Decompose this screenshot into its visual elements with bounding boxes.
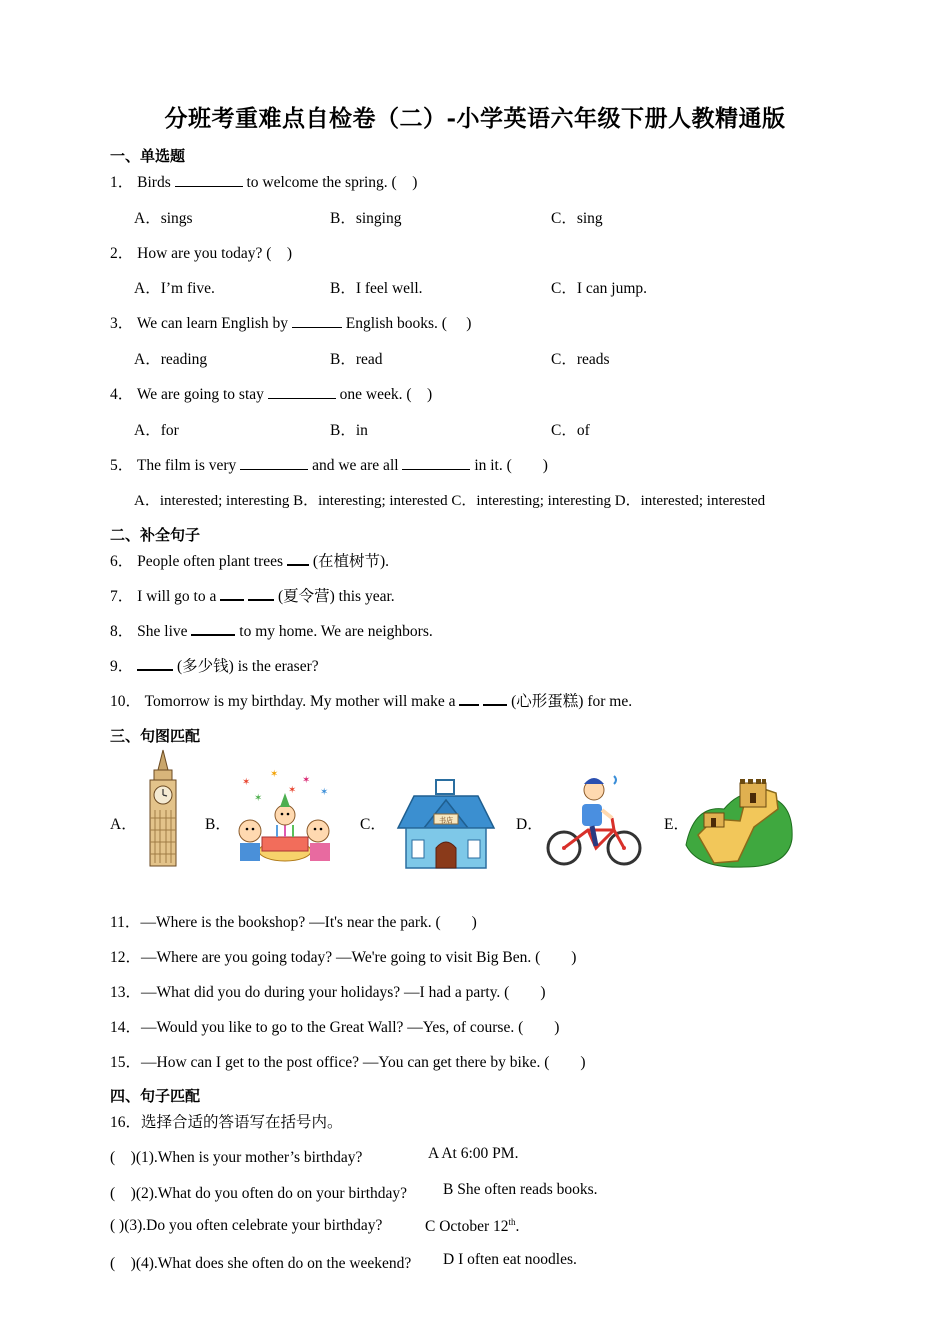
option-c[interactable]: C．sing <box>551 210 603 227</box>
question-text: She live <box>137 623 188 640</box>
answer-blank[interactable] <box>402 455 470 470</box>
answer-blank[interactable] <box>483 690 507 706</box>
question-text: We are going to stay <box>136 386 264 403</box>
question-text: (多少钱) is the eraser? <box>177 658 319 675</box>
question-14 <box>110 1015 559 1037</box>
match-answer-d: D I often eat noodles. <box>443 1251 577 1268</box>
big-ben-picture <box>140 748 186 868</box>
question-text: How are you today? ( ) <box>137 245 293 262</box>
question-4 <box>110 382 432 404</box>
option-b[interactable]: B．I feel well. <box>330 280 423 297</box>
section-heading-single-choice: 一、单选题 <box>110 147 186 165</box>
question-8 <box>110 619 433 641</box>
question-12 <box>110 945 576 967</box>
question-number: 16． <box>110 1114 142 1131</box>
question-number: 11． <box>110 914 141 931</box>
option-a[interactable]: A．reading <box>134 351 208 368</box>
question-7 <box>110 584 395 606</box>
match-question: ( )(1).When is your mother’s birthday? <box>110 1149 363 1166</box>
section-heading-sentence-matching: 四、句子匹配 <box>110 1087 201 1105</box>
question-number: 1． <box>110 174 134 191</box>
match-answer-c <box>425 1217 519 1236</box>
answer-blank[interactable] <box>268 384 336 399</box>
question-11 <box>110 910 477 932</box>
question-text: We can learn English by <box>136 315 288 332</box>
section-heading-complete-sentences: 二、补全句子 <box>110 526 201 544</box>
answer-blank[interactable] <box>220 585 244 601</box>
option-c[interactable]: C．of <box>551 422 590 439</box>
option-a[interactable]: A．I’m five. <box>134 280 215 297</box>
picture-label-b: B． <box>205 816 231 833</box>
picture-label-d: D． <box>516 816 543 833</box>
question-text: (夏令营) this year. <box>277 588 395 605</box>
answer-blank[interactable] <box>292 313 342 328</box>
svg-text:✶: ✶ <box>288 785 297 796</box>
match-answer-tail: . <box>515 1218 520 1236</box>
answer-blank[interactable] <box>287 550 309 566</box>
question-6 <box>110 549 389 571</box>
question-instruction: 选择合适的答语写在括号内。 <box>141 1114 343 1131</box>
question-text: People often plant trees <box>137 553 284 570</box>
question-number: 5． <box>110 457 134 474</box>
question-number: 14． <box>110 1019 142 1036</box>
question-number: 9． <box>110 658 134 675</box>
option-a[interactable]: A．for <box>134 422 179 439</box>
question-number: 2． <box>110 245 134 262</box>
question-9 <box>110 654 319 676</box>
match-item-4 <box>110 1251 411 1273</box>
ordinal-suffix: th <box>508 1217 516 1227</box>
question-number: 12． <box>110 949 142 966</box>
page-title: 分班考重难点自检卷（二）-小学英语六年级下册人教精通版 <box>164 105 786 132</box>
question-text: to welcome the spring. ( ) <box>246 174 418 191</box>
match-item-2 <box>110 1181 407 1203</box>
question-number: 3． <box>110 315 134 332</box>
question-text: and we are all <box>312 457 399 474</box>
question-text: English books. ( ) <box>345 315 472 332</box>
shop-sign-text: 书店 <box>439 816 453 825</box>
picture-label-a: A． <box>110 816 137 833</box>
picture-label-c: C． <box>360 816 386 833</box>
question-1 <box>110 170 417 192</box>
answer-blank[interactable] <box>248 585 274 601</box>
question-number: 15． <box>110 1054 142 1071</box>
question-text: (心形蛋糕) for me. <box>511 693 633 710</box>
question-number: 10． <box>110 693 142 710</box>
match-item-1 <box>110 1145 362 1167</box>
question-text: —What did you do during your holidays? —I had a party. ( ) <box>141 984 546 1001</box>
match-question: ( )(3).Do you often celebrate your birthday? <box>110 1217 383 1234</box>
answer-blank[interactable] <box>191 620 235 636</box>
match-answer-b: B She often reads books. <box>443 1181 598 1198</box>
option-c[interactable]: C．reads <box>551 351 610 368</box>
question-text: I will go to a <box>137 588 217 605</box>
option-b[interactable]: B．singing <box>330 210 402 227</box>
question-2 <box>110 241 292 263</box>
birthday-party-picture <box>232 765 338 869</box>
answer-blank[interactable] <box>459 690 479 706</box>
question-text: in it. ( ) <box>474 457 548 474</box>
answer-blank[interactable] <box>137 655 173 671</box>
question-text: —How can I get to the post office? —You can get there by bike. ( ) <box>141 1054 586 1071</box>
svg-text:✶: ✶ <box>254 793 263 804</box>
question-16 <box>110 1110 343 1132</box>
bookshop-picture <box>394 778 498 870</box>
question-number: 7． <box>110 588 134 605</box>
picture-label-e: E． <box>664 816 689 833</box>
svg-text:✶: ✶ <box>242 777 251 788</box>
option-a[interactable]: A．sings <box>134 210 193 227</box>
boy-riding-bike-picture <box>544 770 644 870</box>
question-15 <box>110 1050 586 1072</box>
question-text: to my home. We are neighbors. <box>239 623 433 640</box>
option-c[interactable]: C．I can jump. <box>551 280 647 297</box>
answer-blank[interactable] <box>175 172 243 187</box>
question-10 <box>110 689 632 711</box>
question-text: —Would you like to go to the Great Wall? —Yes, of course. ( ) <box>141 1019 560 1036</box>
answer-blank[interactable] <box>240 455 308 470</box>
options-line[interactable]: A．interested; interesting B．interesting; interested C．interesting; interesting D．interested; interested <box>134 493 766 509</box>
svg-text:✶: ✶ <box>302 775 311 786</box>
question-text: Tomorrow is my birthday. My mother will make a <box>144 693 456 710</box>
question-text: Birds <box>137 174 171 191</box>
option-b[interactable]: B．in <box>330 422 368 439</box>
great-wall-picture <box>684 775 796 871</box>
question-number: 6． <box>110 553 134 570</box>
match-question: ( )(4).What does she often do on the weekend? <box>110 1255 412 1272</box>
question-5 <box>110 453 548 475</box>
option-b[interactable]: B．read <box>330 351 383 368</box>
svg-text:✶: ✶ <box>270 769 279 780</box>
question-text: (在植树节). <box>312 553 390 570</box>
match-question: ( )(2).What do you often do on your birthday? <box>110 1185 408 1202</box>
question-13 <box>110 980 546 1002</box>
question-text: The film is very <box>136 457 237 474</box>
question-number: 4． <box>110 386 134 403</box>
question-number: 13． <box>110 984 142 1001</box>
question-text: —Where are you going today? —We're going to visit Big Ben. ( ) <box>141 949 577 966</box>
question-text: —Where is the bookshop? —It's near the park. ( ) <box>140 914 477 931</box>
match-answer-text: C October 12 <box>425 1218 509 1236</box>
section-heading-picture-matching: 三、句图匹配 <box>110 727 201 745</box>
question-text: one week. ( ) <box>339 386 433 403</box>
question-3 <box>110 311 471 333</box>
svg-text:✶: ✶ <box>320 787 329 798</box>
match-item-3 <box>110 1217 382 1235</box>
match-answer-a: A At 6:00 PM. <box>428 1145 519 1162</box>
question-number: 8． <box>110 623 134 640</box>
